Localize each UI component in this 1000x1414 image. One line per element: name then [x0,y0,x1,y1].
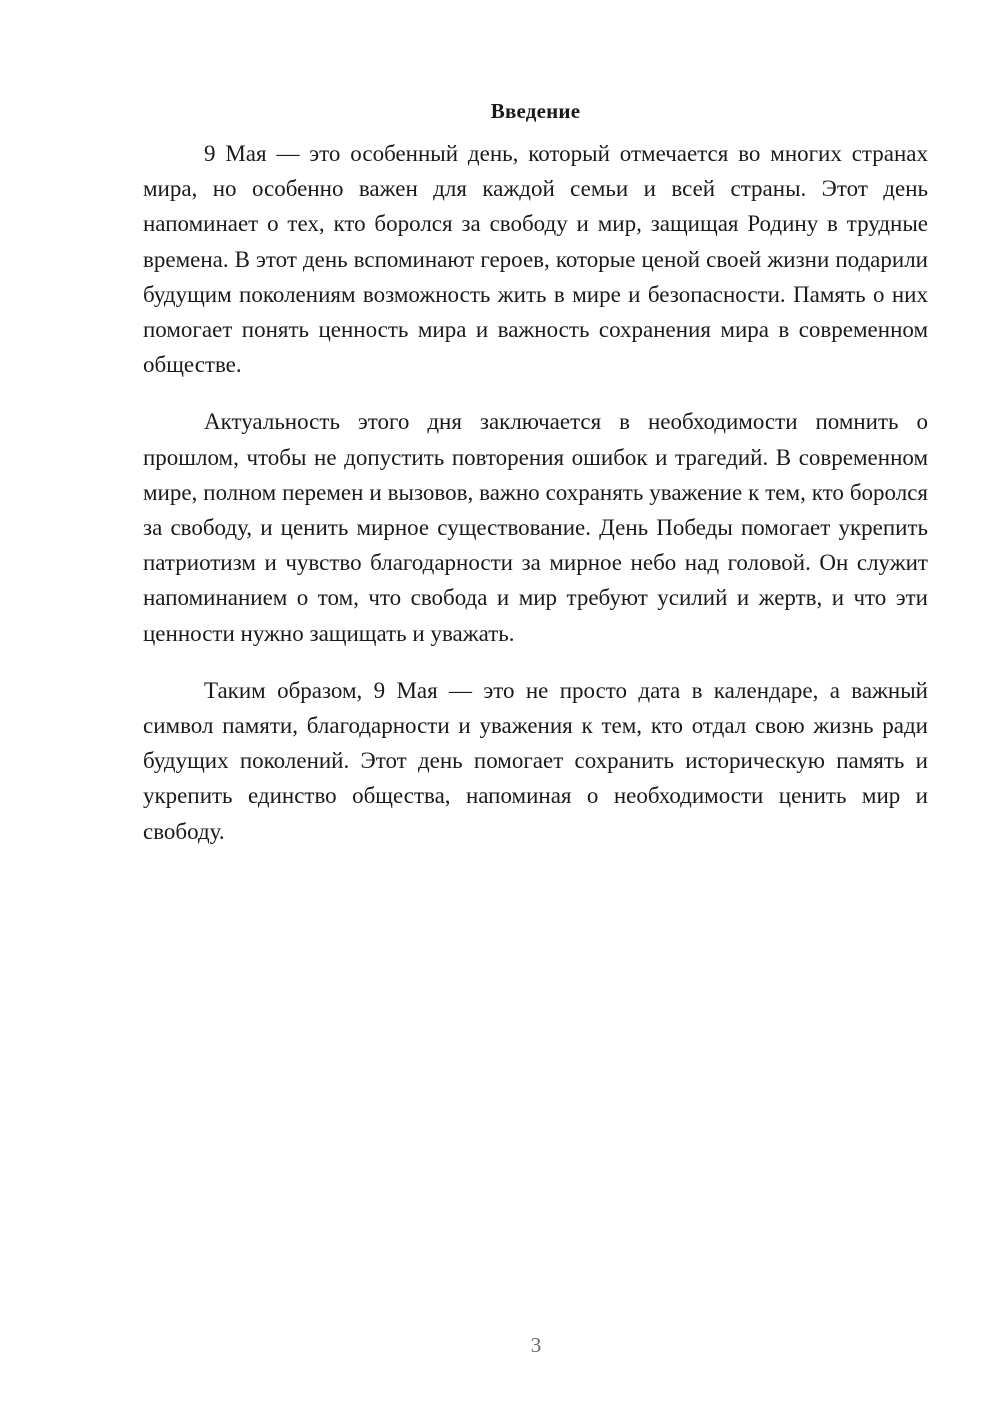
section-title: Введение [490,99,581,123]
paragraph-intro: 9 Мая — это особенный день, который отмечается во многих странах мира, но особенно важен для каждой семьи и всей страны. Этот день напоминает о тех, кто боролся за свободу и мир, защищая Родину в трудные времена. В этот день вспоминают героев, которые ценой своей жизни подарили будущим поколениям возможность жить в мире и безопасности. Память о них помогает понять ценность мира и важность сохранения мира в современном обществе. [143,141,928,378]
paragraph-relevance: Актуальность этого дня заключается в необходимости помнить о прошлом, чтобы не допустить повторения ошибок и трагедий. В современном мире, полном перемен и вызовов, важно сохранять уважение к тем, кто боролся за свободу, и ценить мирное существование. День Победы помогает укрепить патриотизм и чувство благодарности за мирное небо над головой. Он служит напоминанием о том, что свобода и мир требуют усилий и жертв, и что эти ценности нужно защищать и уважать. [143,409,928,646]
page-number: 3 [530,1333,542,1357]
paragraph-conclusion: Таким образом, 9 Мая — это не просто дата в календаре, а важный символ памяти, благодарности и уважения к тем, кто отдал свою жизнь ради будущих поколений. Этот день помогает сохранить историческую память и укрепить единство общества, напоминая о необходимости ценить мир и свободу. [143,677,928,844]
page-content [143,96,928,871]
